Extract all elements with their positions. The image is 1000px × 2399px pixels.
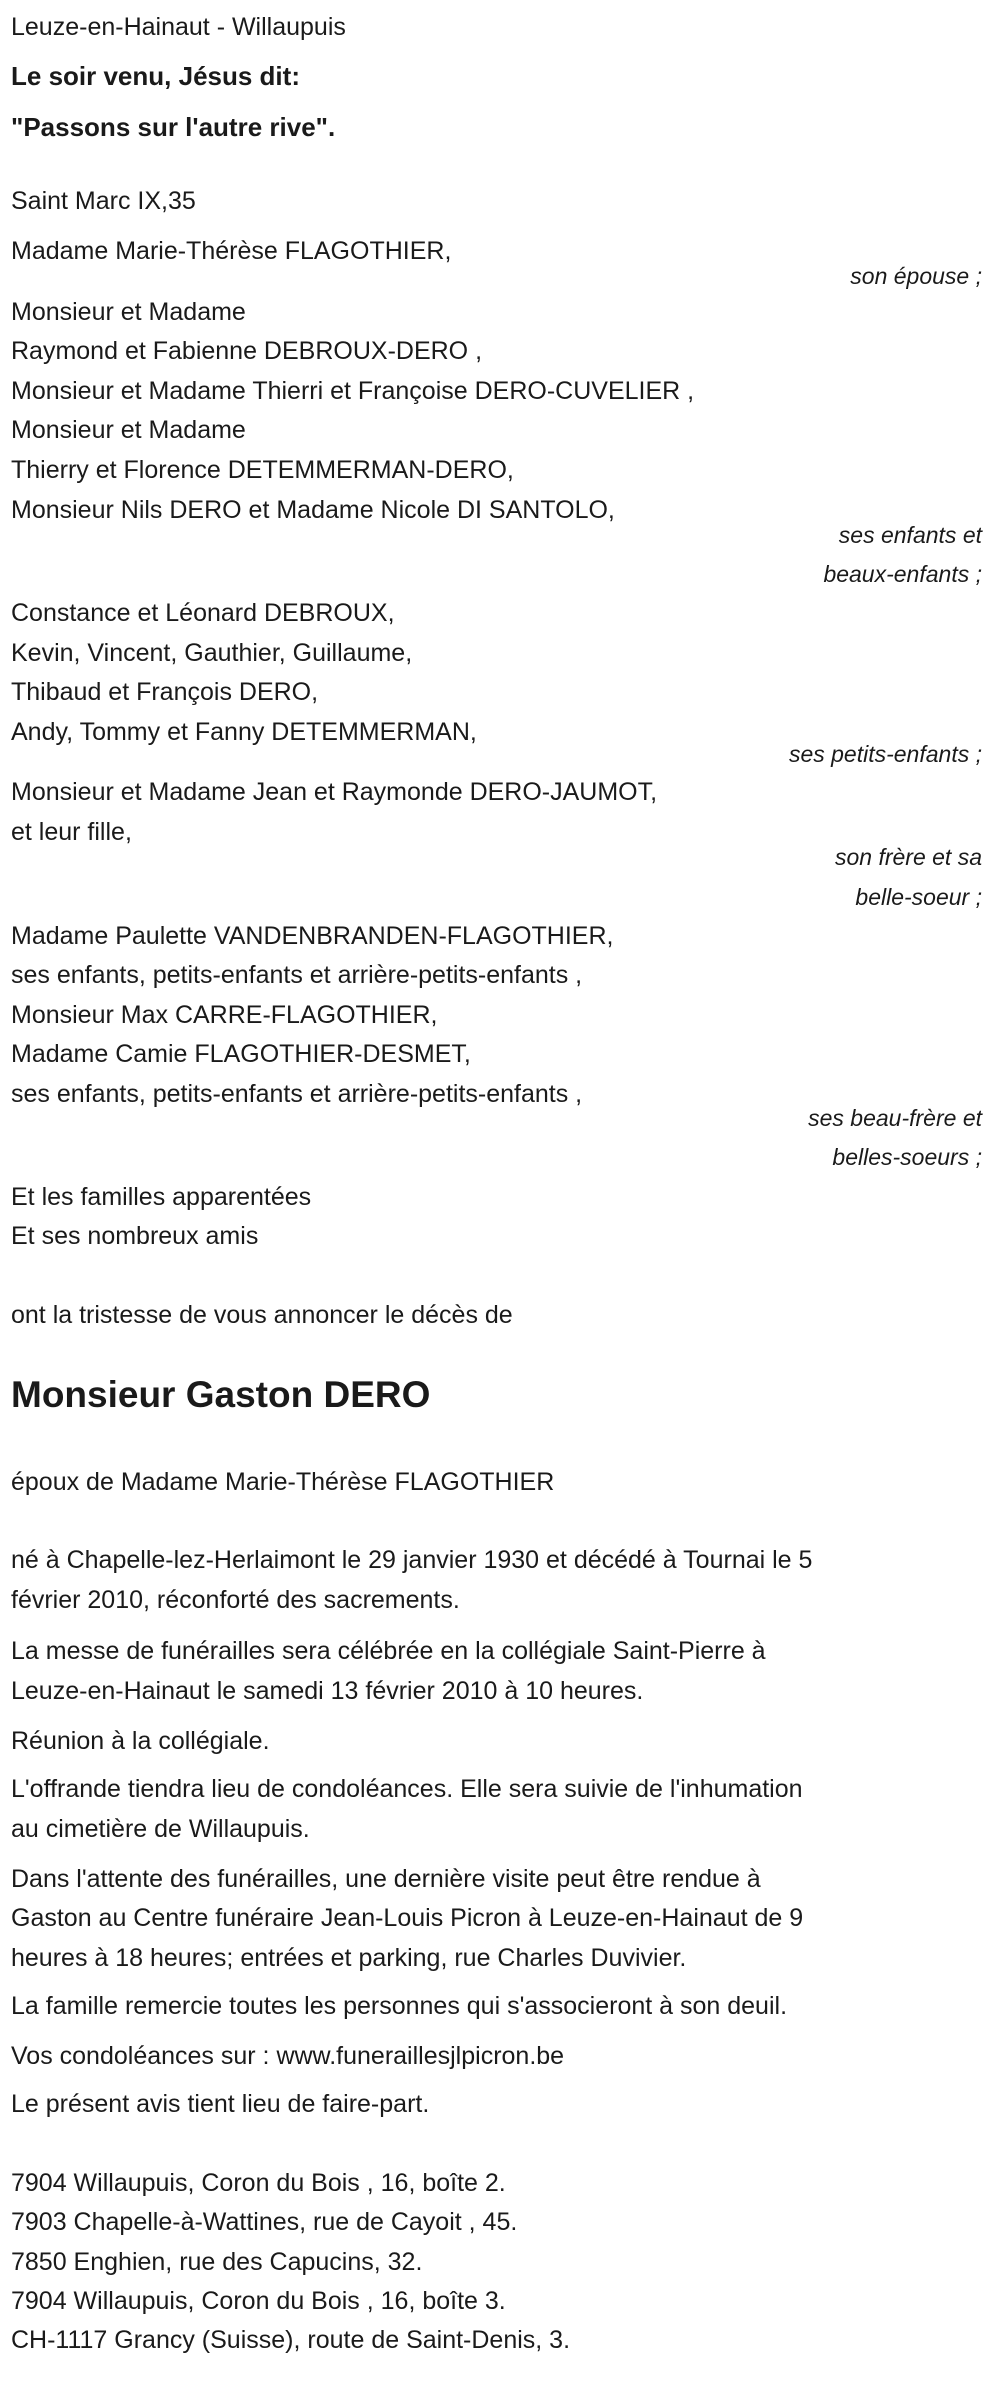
announcement: ont la tristesse de vous annoncer le décès de bbox=[11, 1301, 513, 1329]
family-line: Madame Marie-Thérèse FLAGOTHIER, bbox=[11, 237, 452, 265]
deceased-name: Monsieur Gaston DERO bbox=[11, 1374, 431, 1415]
family-line: Madame Paulette VANDENBRANDEN-FLAGOTHIER, bbox=[11, 922, 614, 950]
address-line: 7904 Willaupuis, Coron du Bois , 16, boîte 2. bbox=[11, 2169, 506, 2197]
relation-label: ses beau-frère et bbox=[808, 1105, 982, 1131]
address-line: 7903 Chapelle-à-Wattines, rue de Cayoit , 45. bbox=[11, 2208, 518, 2236]
detail-line: février 2010, réconforté des sacrements. bbox=[11, 1586, 460, 1614]
relation-label: belle-soeur ; bbox=[855, 884, 982, 910]
family-line: Monsieur et Madame bbox=[11, 416, 246, 444]
location-line: Leuze-en-Hainaut - Willaupuis bbox=[11, 13, 346, 41]
family-line: Kevin, Vincent, Gauthier, Guillaume, bbox=[11, 639, 413, 667]
family-line: Monsieur et Madame bbox=[11, 298, 246, 326]
detail-line: Le présent avis tient lieu de faire-part. bbox=[11, 2090, 430, 2118]
detail-line: heures à 18 heures; entrées et parking, rue Charles Duvivier. bbox=[11, 1944, 687, 1972]
family-line: Monsieur et Madame Jean et Raymonde DERO-JAUMOT, bbox=[11, 778, 658, 806]
relation-label: beaux-enfants ; bbox=[823, 561, 982, 587]
family-line: Monsieur Max CARRE-FLAGOTHIER, bbox=[11, 1001, 438, 1029]
scripture-reference: Saint Marc IX,35 bbox=[11, 187, 196, 215]
address-line: 7904 Willaupuis, Coron du Bois , 16, boîte 3. bbox=[11, 2287, 506, 2315]
relation-label: ses enfants et bbox=[838, 522, 982, 548]
family-line: Raymond et Fabienne DEBROUX-DERO , bbox=[11, 337, 483, 365]
family-line: ses enfants, petits-enfants et arrière-petits-enfants , bbox=[11, 1080, 583, 1108]
detail-line: Réunion à la collégiale. bbox=[11, 1727, 270, 1755]
condolences-line: Vos condoléances sur : www.funeraillesjlpicron.be bbox=[11, 2042, 565, 2070]
family-line: et leur fille, bbox=[11, 818, 132, 846]
address-line: CH-1117 Grancy (Suisse), route de Saint-Denis, 3. bbox=[11, 2326, 571, 2354]
family-line: Andy, Tommy et Fanny DETEMMERMAN, bbox=[11, 718, 477, 746]
family-line: Monsieur et Madame Thierri et Françoise DERO-CUVELIER , bbox=[11, 377, 695, 405]
quote-line: Le soir venu, Jésus dit: bbox=[11, 61, 300, 91]
family-line: Et les familles apparentées bbox=[11, 1183, 312, 1211]
detail-line: Gaston au Centre funéraire Jean-Louis Picron à Leuze-en-Hainaut de 9 bbox=[11, 1904, 804, 1932]
family-line: Constance et Léonard DEBROUX, bbox=[11, 599, 395, 627]
detail-line: au cimetière de Willaupuis. bbox=[11, 1815, 310, 1843]
family-line: Thierry et Florence DETEMMERMAN-DERO, bbox=[11, 456, 514, 484]
family-line: Thibaud et François DERO, bbox=[11, 678, 319, 706]
family-line: ses enfants, petits-enfants et arrière-petits-enfants , bbox=[11, 961, 583, 989]
family-line: Madame Camie FLAGOTHIER-DESMET, bbox=[11, 1040, 471, 1068]
family-line: Monsieur Nils DERO et Madame Nicole DI SANTOLO, bbox=[11, 496, 615, 524]
relation-label: son épouse ; bbox=[850, 263, 982, 289]
detail-line: La famille remercie toutes les personnes qui s'associeront à son deuil. bbox=[11, 1992, 788, 2020]
relation-label: ses petits-enfants ; bbox=[788, 741, 982, 767]
quote-line: "Passons sur l'autre rive". bbox=[11, 112, 336, 142]
relation-label: son frère et sa bbox=[834, 844, 982, 870]
detail-line: Dans l'attente des funérailles, une dernière visite peut être rendue à bbox=[11, 1865, 761, 1893]
spouse-line: époux de Madame Marie-Thérèse FLAGOTHIER bbox=[11, 1468, 555, 1496]
detail-line: La messe de funérailles sera célébrée en la collégiale Saint-Pierre à bbox=[11, 1637, 766, 1665]
detail-line: né à Chapelle-lez-Herlaimont le 29 janvier 1930 et décédé à Tournai le 5 bbox=[11, 1546, 813, 1574]
address-line: 7850 Enghien, rue des Capucins, 32. bbox=[11, 2248, 423, 2276]
family-line: Et ses nombreux amis bbox=[11, 1222, 259, 1250]
detail-line: L'offrande tiendra lieu de condoléances. Elle sera suivie de l'inhumation bbox=[11, 1775, 803, 1803]
relation-label: belles-soeurs ; bbox=[832, 1144, 982, 1170]
detail-line: Leuze-en-Hainaut le samedi 13 février 2010 à 10 heures. bbox=[11, 1677, 644, 1705]
